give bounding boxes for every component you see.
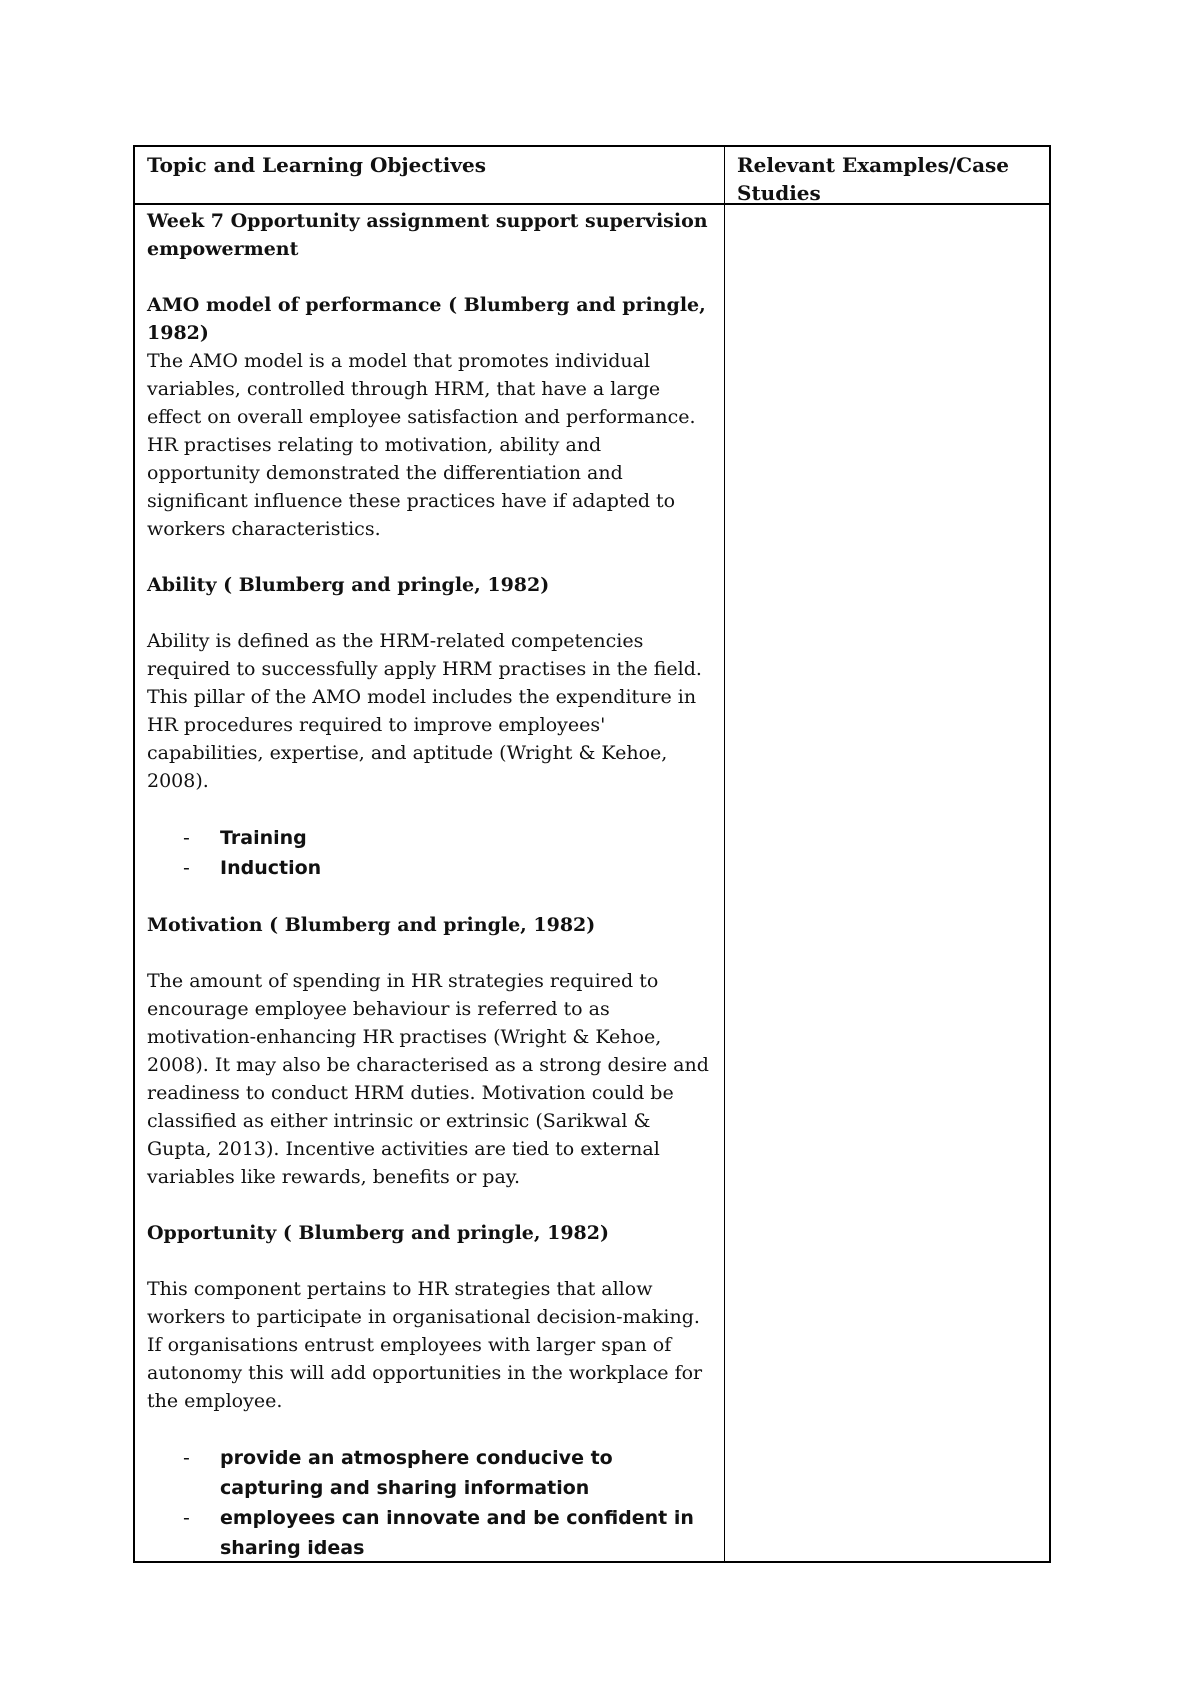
list-item (147, 853, 717, 883)
bullet-text: Training (220, 827, 307, 849)
column-divider (724, 147, 725, 1561)
topic-cell (147, 207, 717, 1563)
ability-heading: Ability ( Blumberg and pringle, 1982) (147, 574, 550, 596)
notes-table (133, 145, 1051, 1563)
motivation-heading: Motivation ( Blumberg and pringle, 1982) (147, 914, 596, 936)
bullet-dash: - (183, 827, 190, 849)
motivation-paragraph: The amount of spending in HR strategies required to encourage employee behaviour is referred to as motivation-enhancing HR practises (Wright & Kehoe, 2008). It may also be characterised as a strong desire and readiness to conduct HRM duties. Motivation could be classified as either intrinsic or extrinsic (Sarikwal & Gupta, 2013). Incentive activities are tied to external variables like rewards, benefits or pay. (147, 970, 709, 1188)
amo-paragraph: The AMO model is a model that promotes individual variables, controlled through HRM, that have a large effect on overall employee satisfaction and performance. HR practises relating to motivation, ability and opportunity demonstrated the differentiation and significant influence these practices have if adapted to workers characteristics. (147, 350, 696, 540)
list-item (147, 823, 717, 853)
amo-heading: AMO model of performance ( Blumberg and pringle, 1982) (147, 294, 706, 344)
opportunity-heading: Opportunity ( Blumberg and pringle, 1982) (147, 1222, 609, 1244)
opportunity-bullet-list (147, 1443, 717, 1563)
list-item (147, 1503, 717, 1563)
bullet-text: employees can innovate and be confident in sharing ideas (220, 1507, 694, 1559)
opportunity-paragraph: This component pertains to HR strategies that allow workers to participate in organisational decision-making. If organisations entrust employees with larger span of autonomy this will add opportunities in the workplace for the employee. (147, 1278, 703, 1412)
bullet-text: Induction (220, 857, 322, 879)
header-topic-learning-objectives: Topic and Learning Objectives (147, 153, 486, 177)
header-relevant-examples: Relevant Examples/Case Studies (737, 153, 1010, 205)
bullet-dash: - (183, 857, 190, 879)
ability-paragraph: Ability is defined as the HRM-related competencies required to successfully apply HRM practises in the field. This pillar of the AMO model includes the expenditure in HR procedures required to improve employees' capabilities, expertise, and aptitude (Wright & Kehoe, 2008). (147, 630, 702, 792)
bullet-dash: - (183, 1507, 190, 1529)
week-title: Week 7 Opportunity assignment support supervision empowerment (147, 210, 708, 260)
bullet-text: provide an atmosphere conducive to capturing and sharing information (220, 1447, 613, 1499)
list-item (147, 1443, 717, 1503)
ability-bullet-list (147, 823, 717, 883)
bullet-dash: - (183, 1447, 190, 1469)
